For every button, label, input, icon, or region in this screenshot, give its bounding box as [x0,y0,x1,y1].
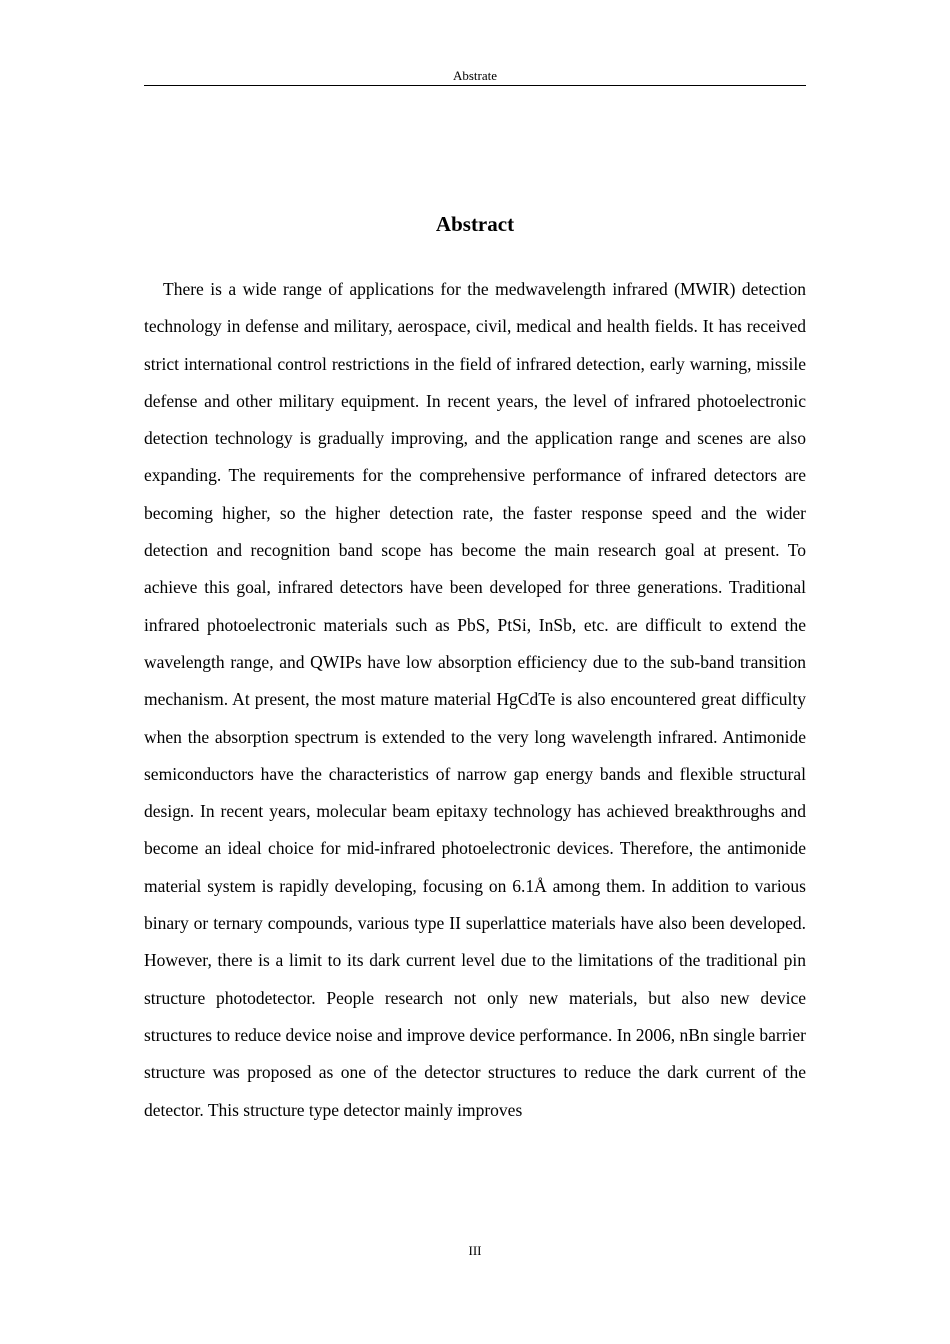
header-divider [144,85,806,86]
page-number: III [468,1243,482,1258]
running-header-title: Abstrate [452,68,498,83]
abstract-body [144,271,806,1129]
abstract-paragraph: There is a wide range of applications for the medwavelength infrared (MWIR) detection technology in defense and military, aerospace, civil, medical and health fields. It has received strict international control restrictions in the field of infrared detection, early warning, missile defense and other military equipment. In recent years, the level of infrared photoelectronic detection technology is gradually improving, and the application range and scenes are also expanding. The requirements for the comprehensive performance of infrared detectors are becoming higher, so the higher detection rate, the faster response speed and the wider detection and recognition band scope has become the main research goal at present. To achieve this goal, infrared detectors have been developed for three generations. Traditional infrared photoelectronic materials such as PbS, PtSi, InSb, etc. are difficult to extend the wavelength range, and QWIPs have low absorption efficiency due to the sub-band transition mechanism. At present, the most mature material HgCdTe is also encountered great difficulty when the absorption spectrum is extended to the very long wavelength infrared. Antimonide semiconductors have the characteristics of narrow gap energy bands and flexible structural design. In recent years, molecular beam epitaxy technology has achieved breakthroughs and become an ideal choice for mid-infrared photoelectronic devices. Therefore, the antimonide material system is rapidly developing, focusing on 6.1Å among them. In addition to various binary or ternary compounds, various type II superlattice materials have also been developed. However, there is a limit to its dark current level due to the limitations of the traditional pin structure photodetector. People research not only new materials, but also new device structures to reduce device noise and improve device performance. In 2006, nBn single barrier structure was proposed as one of the detector structures to reduce the dark current of the detector. This structure type detector mainly improves [144,279,806,1120]
page-title: Abstract [435,212,515,236]
